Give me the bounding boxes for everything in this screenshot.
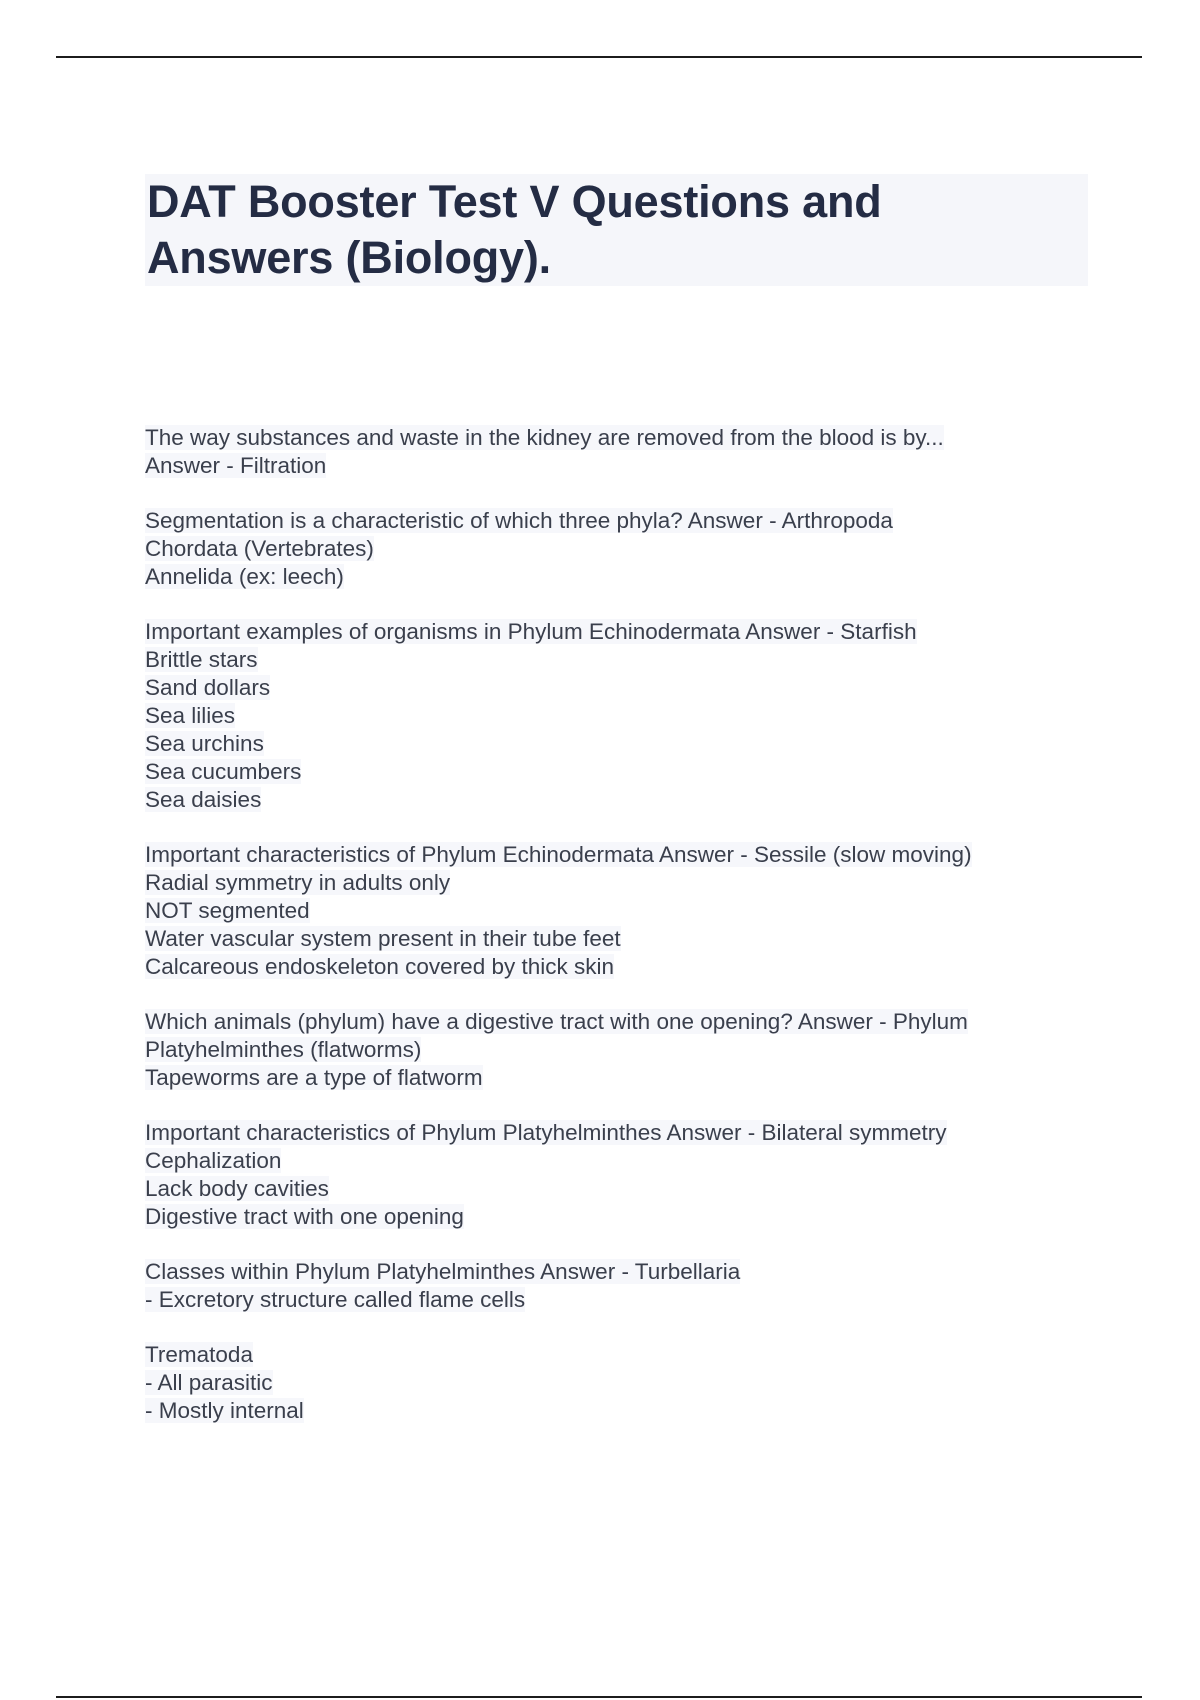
document-title-line-2: Answers (Biology). bbox=[147, 232, 551, 283]
qa-line: Platyhelminthes (flatworms) bbox=[145, 1037, 422, 1062]
qa-block bbox=[145, 507, 1105, 591]
qa-line: Important characteristics of Phylum Platyhelminthes Answer - Bilateral symmetry bbox=[145, 1120, 947, 1145]
qa-line: Chordata (Vertebrates) bbox=[145, 536, 374, 561]
qa-line: Lack body cavities bbox=[145, 1176, 329, 1201]
qa-line: Brittle stars bbox=[145, 647, 258, 672]
qa-block bbox=[145, 1008, 1105, 1092]
qa-line: Which animals (phylum) have a digestive tract with one opening? Answer - Phylum bbox=[145, 1009, 968, 1034]
qa-line: Important characteristics of Phylum Echinodermata Answer - Sessile (slow moving) bbox=[145, 842, 972, 867]
qa-line: Answer - Filtration bbox=[145, 453, 327, 478]
qa-block bbox=[145, 841, 1105, 981]
qa-line: Classes within Phylum Platyhelminthes Answer - Turbellaria bbox=[145, 1259, 741, 1284]
qa-block bbox=[145, 1341, 1105, 1425]
qa-line: Important examples of organisms in Phylum Echinodermata Answer - Starfish bbox=[145, 619, 917, 644]
qa-line: Sand dollars bbox=[145, 675, 271, 700]
qa-line: Radial symmetry in adults only bbox=[145, 870, 451, 895]
qa-line: - Excretory structure called flame cells bbox=[145, 1287, 526, 1312]
document-title-line-1: DAT Booster Test V Questions and bbox=[147, 176, 882, 227]
document-title bbox=[145, 174, 1088, 286]
qa-line: Digestive tract with one opening bbox=[145, 1204, 464, 1229]
qa-block bbox=[145, 1119, 1105, 1231]
qa-line: Trematoda bbox=[145, 1342, 253, 1367]
qa-content bbox=[145, 424, 1105, 1452]
qa-block bbox=[145, 424, 1105, 480]
qa-line: Water vascular system present in their tube feet bbox=[145, 926, 621, 951]
qa-line: The way substances and waste in the kidney are removed from the blood is by... bbox=[145, 425, 944, 450]
qa-line: NOT segmented bbox=[145, 898, 310, 923]
qa-line: Annelida (ex: leech) bbox=[145, 564, 344, 589]
qa-line: Segmentation is a characteristic of which three phyla? Answer - Arthropoda bbox=[145, 508, 893, 533]
qa-line: - All parasitic bbox=[145, 1370, 273, 1395]
qa-line: Calcareous endoskeleton covered by thick skin bbox=[145, 954, 615, 979]
qa-line: Sea daisies bbox=[145, 787, 262, 812]
document-title-block bbox=[145, 174, 1088, 286]
qa-line: Sea urchins bbox=[145, 731, 264, 756]
qa-line: Cephalization bbox=[145, 1148, 282, 1173]
qa-line: Sea cucumbers bbox=[145, 759, 302, 784]
footer-rule bbox=[56, 1696, 1142, 1698]
qa-block bbox=[145, 618, 1105, 814]
qa-line: - Mostly internal bbox=[145, 1398, 304, 1423]
qa-block bbox=[145, 1258, 1105, 1314]
qa-line: Sea lilies bbox=[145, 703, 236, 728]
qa-line: Tapeworms are a type of flatworm bbox=[145, 1065, 483, 1090]
header-rule bbox=[56, 56, 1142, 58]
